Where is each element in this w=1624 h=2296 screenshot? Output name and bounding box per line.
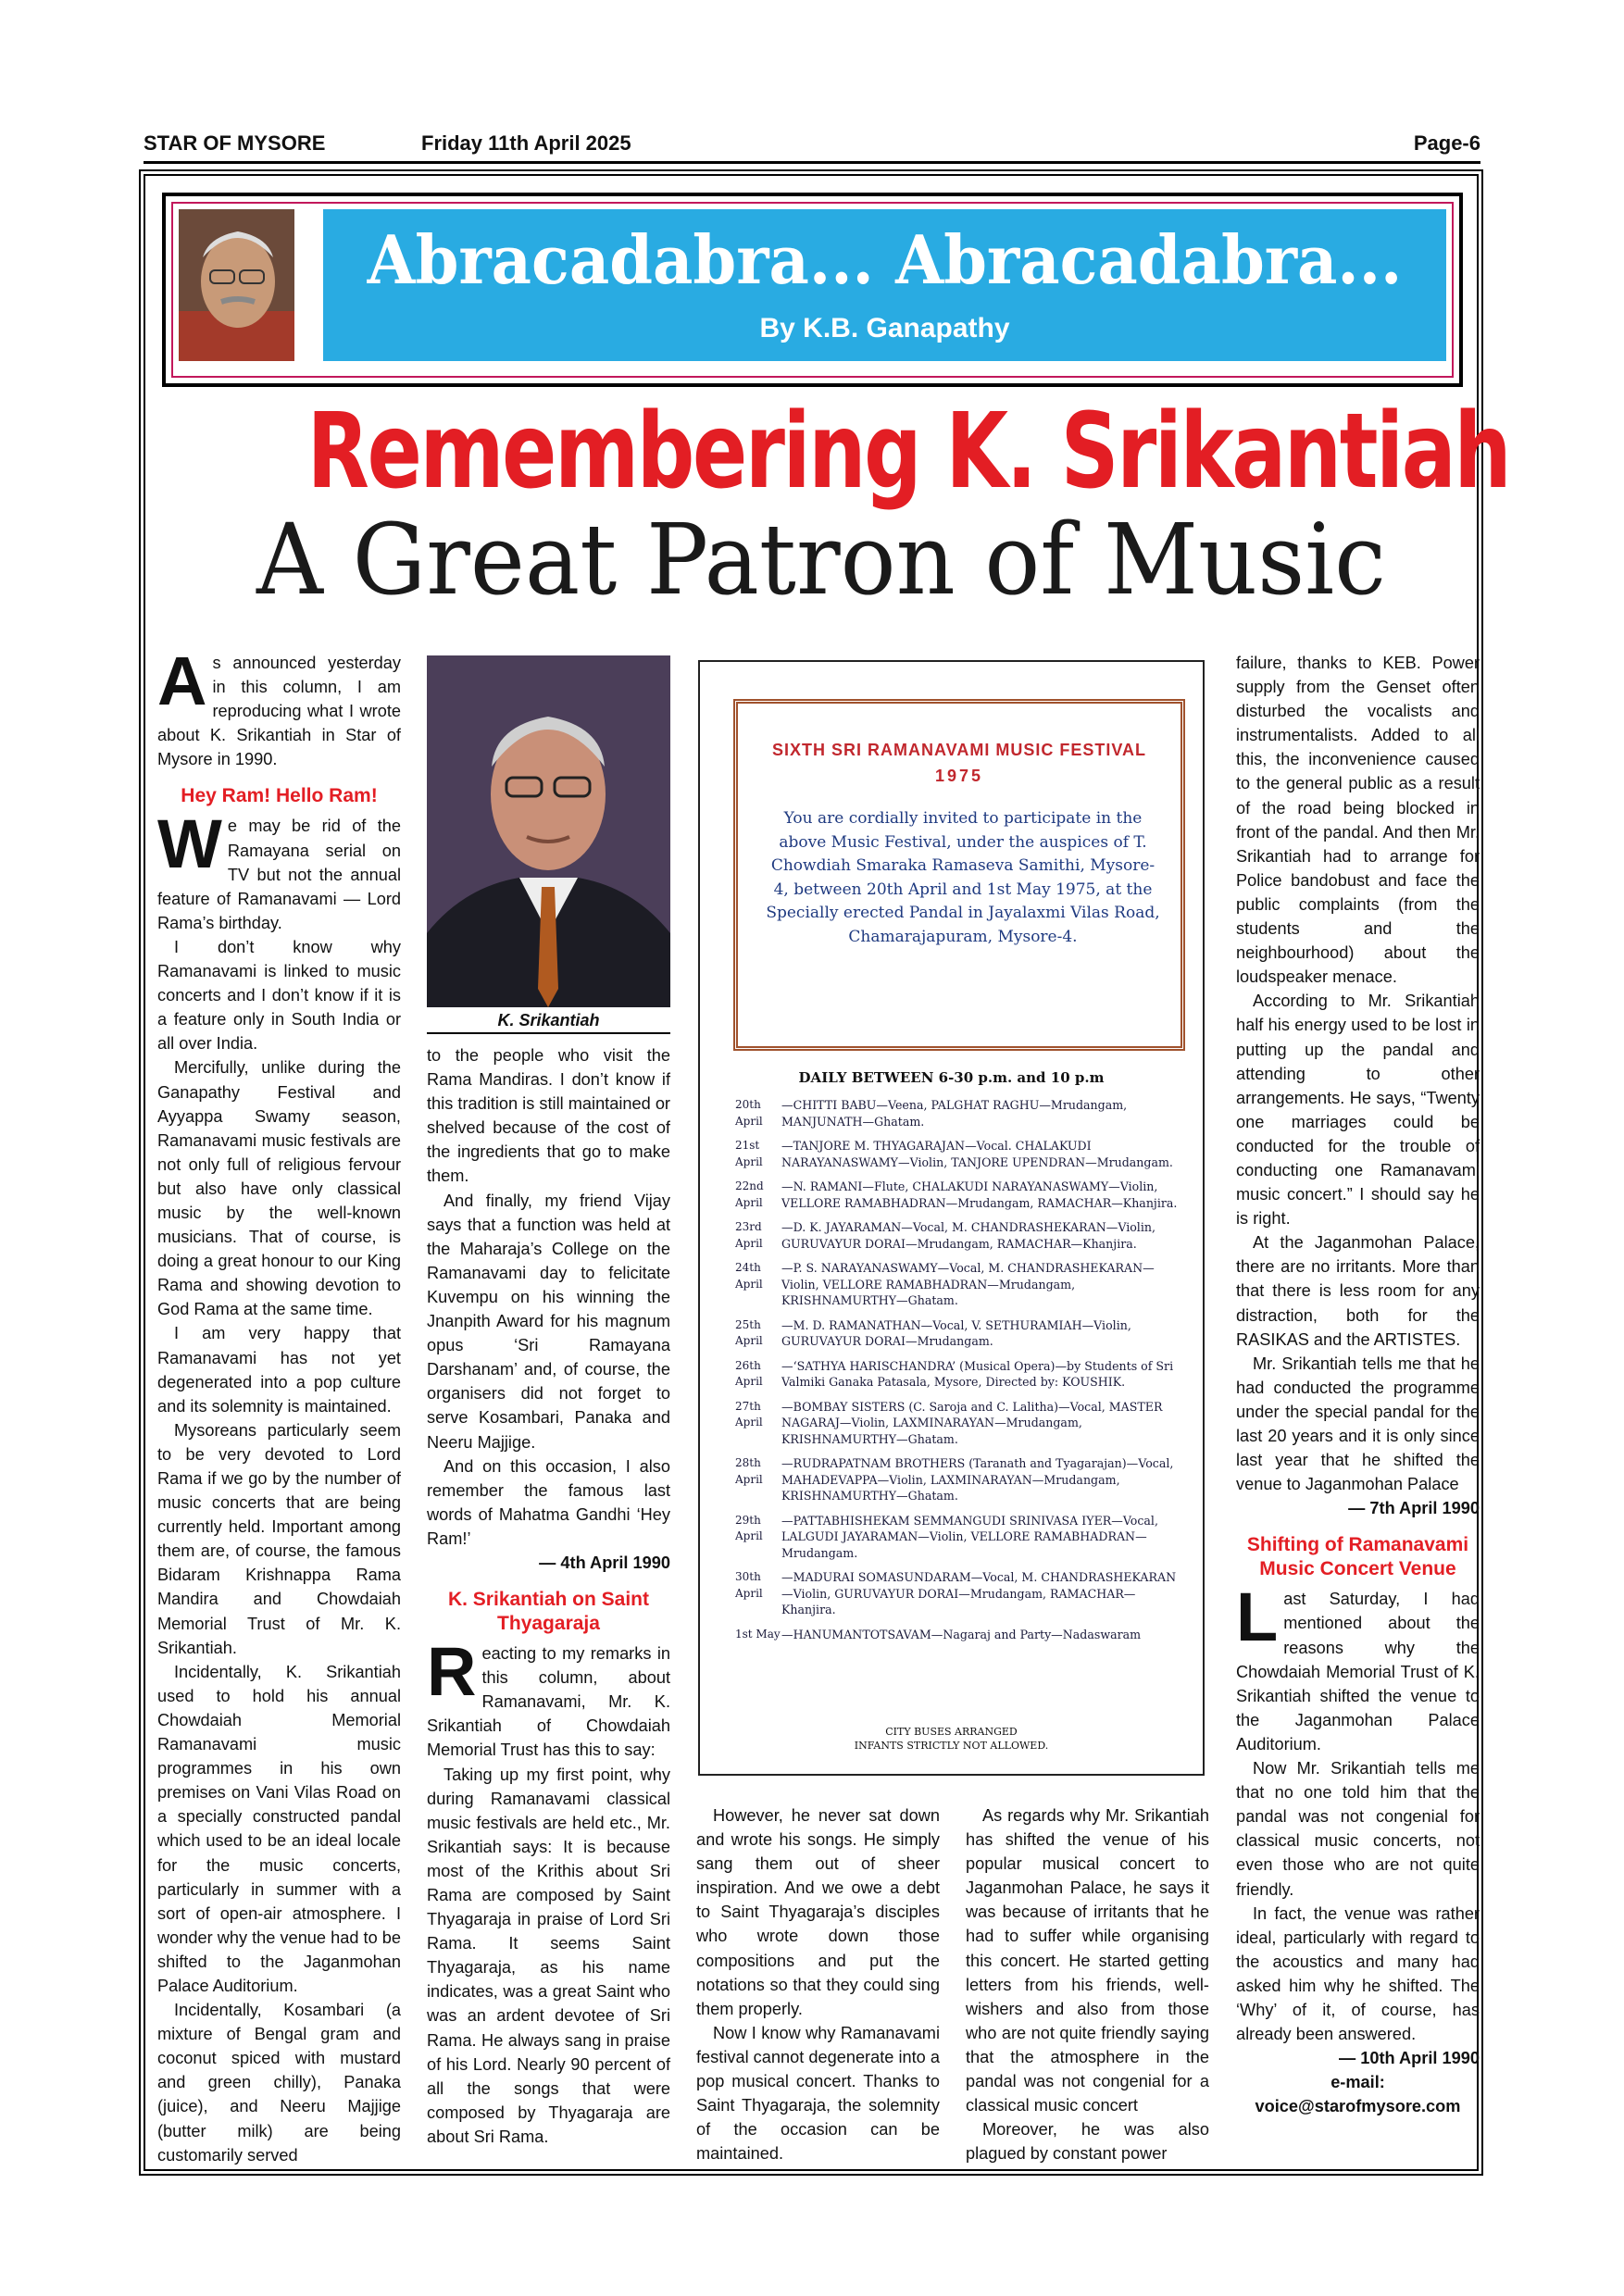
poster-invite-box — [733, 699, 1185, 1051]
schedule-performers: —CHITTI BABU—Veena, PALGHAT RAGHU—Mrudangam, MANJUNATH—Ghatam. — [781, 1098, 1128, 1129]
dateline: — 10th April 1990 — [1339, 2049, 1480, 2068]
schedule-date: 1st May — [735, 1627, 781, 1641]
schedule-row — [735, 1219, 1182, 1252]
schedule-performers: —MADURAI SOMASUNDARAM—Vocal, M. CHANDRASHEKARAN—Violin, GURUVAYUR DORAI—Mrudangam, RAMACHAR—Khanjira. — [781, 1570, 1177, 1616]
column-title: Abracadabra... Abracadabra... — [367, 220, 1403, 299]
poster-year: 1975 — [934, 767, 984, 785]
page-header — [144, 130, 1480, 164]
schedule-row — [735, 1569, 1182, 1618]
photo-caption: K. Srikantiah — [427, 1007, 670, 1034]
schedule-row — [735, 1455, 1182, 1504]
schedule-performers: —BOMBAY SISTERS (C. Saroja and C. Lalitha)—Vocal, MASTER NAGARAJ—Violin, LAXMINARAYAN—Mrudangam, KRISHNAMURTHY—Ghatam. — [781, 1399, 1163, 1446]
article-column-1 — [157, 643, 401, 2167]
paragraph: However, he never sat down and wrote his songs. He simply sang them out of sheer inspiration. And we owe a debt to Saint Thyagaraja’s disciples who wrote down those compositions and put the notations so that they could sing them properly. — [696, 1806, 940, 2018]
schedule-row — [735, 1399, 1182, 1448]
schedule-row — [735, 1513, 1182, 1562]
paragraph: Now Mr. Srikantiah tells me that no one told him that the pandal was not congenial for classical music concerts, not even those who are not quite friendly. — [1236, 1759, 1480, 1899]
paragraph: And on this occasion, I also remember the famous last words of Mahatma Gandhi ‘Hey Ram!’ — [427, 1456, 670, 1548]
article-column-2 — [427, 1043, 670, 2149]
paragraph: And finally, my friend Vijay says that a function was held at the Maharaja’s College on the Ramanavami day to felicitate Kuvempu on his winning the Jnanpith Award for his magnum opus ‘Sri Ramayana Darshanam’ and, of course, the organisers did not forget to serve Kosambari, Panaka and Neeru Majjige. — [427, 1191, 670, 1452]
paragraph: eacting to my remarks in this column, about Ramanavami, Mr. K. Srikantiah of Chowdaiah Memorial Trust has this to say: — [427, 1644, 670, 1760]
schedule-performers: —M. D. RAMANATHAN—Vocal, V. SETHURAMIAH—Violin, GURUVAYUR DORAI—Mrudangam. — [781, 1317, 1131, 1348]
schedule-row — [735, 1138, 1182, 1170]
section-heading: Hey Ram! Hello Ram! — [181, 785, 378, 807]
schedule-row — [735, 1627, 1182, 1643]
paragraph: According to Mr. Srikantiah half his energy used to be lost in putting up the pandal and attending to other arrangements. He says, “Twenty one marriages could be conducted for the trouble of conducting one Ramanavami music concert.” I should say he is right. — [1236, 992, 1480, 1229]
schedule-row — [735, 1317, 1182, 1350]
paragraph: ast Saturday, I had mentioned about the reasons why the Chowdaiah Memorial Trust of K. Srikantiah shifted the venue to the Jaganmohan Palace Auditorium. — [1236, 1590, 1480, 1753]
column-title-box — [323, 209, 1446, 361]
schedule-date: 27th April — [735, 1399, 763, 1429]
schedule-performers: —HANUMANTOTSAVAM—Nagaraj and Party—Nadaswaram — [781, 1627, 1142, 1641]
drop-cap: A — [157, 643, 207, 719]
column-banner — [162, 193, 1463, 387]
paragraph: Mysoreans particularly seem to be very devoted to Lord Rama if we go by the number of music concerts that are being currently held. Important among them are, of course, the famous Bidaram Krishnappa Rama Mandira and Chowdaiah Memorial Trust of Mr. K. Srikantiah. — [157, 1420, 401, 1657]
schedule-performers: —D. K. JAYARAMAN—Vocal, M. CHANDRASHEKARAN—Violin, GURUVAYUR DORAI—Mrudangam, RAMACHAR—Khanjira. — [781, 1220, 1156, 1251]
srikantiah-photo — [427, 655, 670, 1007]
email-label: e-mail: — [1330, 2073, 1385, 2092]
dateline: — 4th April 1990 — [539, 1553, 670, 1572]
paragraph: Moreover, he was also plagued by constant power — [966, 2120, 1209, 2164]
paragraph: s announced yesterday in this column, I am reproducing what I wrote about K. Srikantiah in Star of Mysore in 1990. — [157, 654, 401, 769]
paragraph: e may be rid of the Ramayana serial on TV but not the annual feature of Ramanavami — Lord Rama’s birthday. — [157, 817, 401, 932]
article-column-5 — [966, 1803, 1209, 2165]
poster-footer — [700, 1725, 1203, 1753]
festival-poster — [698, 660, 1205, 1776]
paragraph: Taking up my first point, why during Ramanavami classical music festivals are held etc., Mr. Srikantiah says: It is because most of the Krithis about Sri Rama are composed by Saint Thyagaraja in praise of Lord Sri Rama. It seems Saint Thyagaraja, as his name indicates, was a great Saint who was an ardent devotee of Sri Rama. He always sang in praise of his Lord. Nearly 90 percent of all the songs that were composed by Thyagaraja are about Sri Rama. — [427, 1765, 670, 2146]
schedule-row — [735, 1179, 1182, 1211]
paragraph: Mr. Srikantiah tells me that he had conducted the programme under the special pandal for the last 20 years and it is only since last year that he shifted the venue to Jaganmohan Palace — [1236, 1354, 1480, 1494]
paragraph: I don’t know why Ramanavami is linked to music concerts and I don’t know if it is a feature only in South India or all over India. — [157, 937, 401, 1054]
issue-date: Friday 11th April 2025 — [421, 131, 631, 155]
paragraph: to the people who visit the Rama Mandiras. I don’t know if this tradition is still maintained or shelved because of the cost of the ingredients that go to make them. — [427, 1046, 670, 1186]
drop-cap: L — [1236, 1578, 1279, 1656]
schedule-date: 25th April — [735, 1317, 763, 1347]
drop-cap: R — [427, 1633, 477, 1711]
section-heading: K. Srikantiah on Saint Thyagaraja — [447, 1589, 650, 1635]
schedule-row — [735, 1260, 1182, 1309]
poster-footer-buses: CITY BUSES ARRANGED — [885, 1726, 1018, 1738]
publication-name: STAR OF MYSORE — [144, 131, 326, 155]
schedule-date: 20th April — [735, 1098, 763, 1128]
article-column-4 — [696, 1803, 940, 2165]
paragraph: failure, thanks to KEB. Power supply from the Genset often disturbed the vocalists and instrumentalists. Added to all this, the inconvenience caused to the general public as a result of the road being blocked in front of the pandal. And then Mr. Srikantiah had to arrange for Police bandobust and face the public complaints (from the students and the neighbourhood) about the loudspeaker menace. — [1236, 654, 1480, 987]
schedule-performers: —‘SATHYA HARISCHANDRA’ (Musical Opera)—by Students of Sri Valmiki Ganaka Patasala, Mysore, Directed by: KOUSHIK. — [781, 1358, 1174, 1389]
schedule-date: 29th April — [735, 1513, 763, 1542]
drop-cap: W — [157, 805, 222, 883]
paragraph: In fact, the venue was rather ideal, particularly with regard to the acoustics and many had asked him why he shifted. The ‘Why’ of it, of course, has already been answered. — [1236, 1903, 1480, 2044]
poster-festival-title: SIXTH SRI RAMANAVAMI MUSIC FESTIVAL — [772, 741, 1146, 759]
paragraph: Incidentally, K. Srikantiah used to hold his annual Chowdaiah Memorial Ramanavami music programmes in his own premises on Vani Vilas Road on a specially constructed pandal which used to be an ideal locale for the music concerts, particularly in summer with a sort of open-air atmosphere. I wonder why the venue had to be shifted to the Jaganmohan Palace Auditorium. — [157, 1662, 401, 1995]
author-photo — [179, 209, 294, 361]
headline: Remembering K. Srikantiah — [306, 392, 1510, 512]
article-column-6 — [1236, 651, 1480, 2118]
schedule-performers: —RUDRAPATNAM BROTHERS (Taranath and Tyagarajan)—Vocal, MAHADEVAPPA—Violin, LAXMINARAYAN—Mrudangam, KRISHNAMURTHY—Ghatam. — [781, 1456, 1174, 1503]
schedule-date: 30th April — [735, 1570, 763, 1600]
schedule-date: 23rd April — [735, 1220, 763, 1250]
paragraph: At the Jaganmohan Palace, there are no irritants. More than that there is less room for any distraction, both for the RASIKAS and the ARTISTES. — [1236, 1233, 1480, 1349]
column-byline: By K.B. Ganapathy — [759, 313, 1010, 343]
poster-schedule — [735, 1097, 1182, 1651]
schedule-date: 28th April — [735, 1456, 763, 1486]
poster-timing: DAILY BETWEEN 6-30 p.m. and 10 p.m — [798, 1069, 1105, 1086]
paragraph: I am very happy that Ramanavami has not yet degenerated into a pop culture and its solemnity is maintained. — [157, 1324, 401, 1416]
schedule-performers: —PATTABHISHEKAM SEMMANGUDI SRINIVASA IYER—Vocal, LALGUDI JAYARAMAN—Violin, VELLORE RAMABHADRAN—Mrudangam. — [781, 1513, 1158, 1560]
section-heading: Shifting of Ramanavami Music Concert Venue — [1246, 1534, 1469, 1580]
schedule-row — [735, 1097, 1182, 1129]
page-number: Page-6 — [1413, 131, 1480, 155]
schedule-row — [735, 1358, 1182, 1391]
subheadline: A Great Patron of Music — [256, 503, 1386, 617]
schedule-date: 24th April — [735, 1261, 763, 1291]
paragraph: Now I know why Ramanavami festival cannot degenerate into a pop musical concert. Thanks to Saint Thyagaraja, the solemnity of the occasion can be maintained. — [696, 2023, 940, 2164]
paragraph: As regards why Mr. Srikantiah has shifted the venue of his popular musical concert to Jaganmohan Palace, he says it was because of irritants that he had to suffer while organising this concert. He started getting letters from his friends, well-wishers and also from those who are not quite friendly saying that the atmosphere in the pandal was not congenial for a classical music concert — [966, 1806, 1209, 2115]
paragraph: Incidentally, Kosambari (a mixture of Bengal gram and coconut spiced with mustard and green chilly), Panaka (juice), and Neeru Majjige (butter milk) are being customarily served — [157, 2001, 401, 2165]
poster-footer-infants: INFANTS STRICTLY NOT ALLOWED. — [854, 1740, 1049, 1752]
schedule-performers: —P. S. NARAYANASWAMY—Vocal, M. CHANDRASHEKARAN—Violin, VELLORE RAMABHADRAN—Mrudangam, KRISHNAMURTHY—Ghatam. — [781, 1261, 1155, 1307]
schedule-date: 26th April — [735, 1358, 763, 1388]
dateline: — 7th April 1990 — [1348, 1499, 1480, 1518]
schedule-date: 22nd April — [735, 1179, 764, 1209]
email-link[interactable]: voice@starofmysore.com — [1255, 2097, 1461, 2116]
schedule-date: 21st April — [735, 1139, 763, 1168]
schedule-performers: —N. RAMANI—Flute, CHALAKUDI NARAYANASWAMY—Violin, VELLORE RAMABHADRAN—Mrudangam, RAMACHAR—Khanjira. — [781, 1179, 1178, 1210]
paragraph: Mercifully, unlike during the Ganapathy Festival and Ayyappa Swamy season, Ramanavami music festivals are not only full of religious fervour but also have only classical music by the well-known musicians. That of course, is doing a great honour to our King Rama and showing devotion to God Rama at the same time. — [157, 1058, 401, 1319]
schedule-performers: —TANJORE M. THYAGARAJAN—Vocal. CHALAKUDI NARAYANASWAMY—Violin, TANJORE UPENDRAN—Mrudangam. — [781, 1139, 1173, 1169]
poster-invitation: You are cordially invited to participate in the above Music Festival, under the auspices of T. Chowdiah Smaraka Ramaseva Samithi, Mysore-4, between 20th April and 1st May 1975, at the Specially erected Pandal in Jayalaxmi Vilas Road, Chamarajapuram, Mysore-4. — [766, 809, 1160, 946]
